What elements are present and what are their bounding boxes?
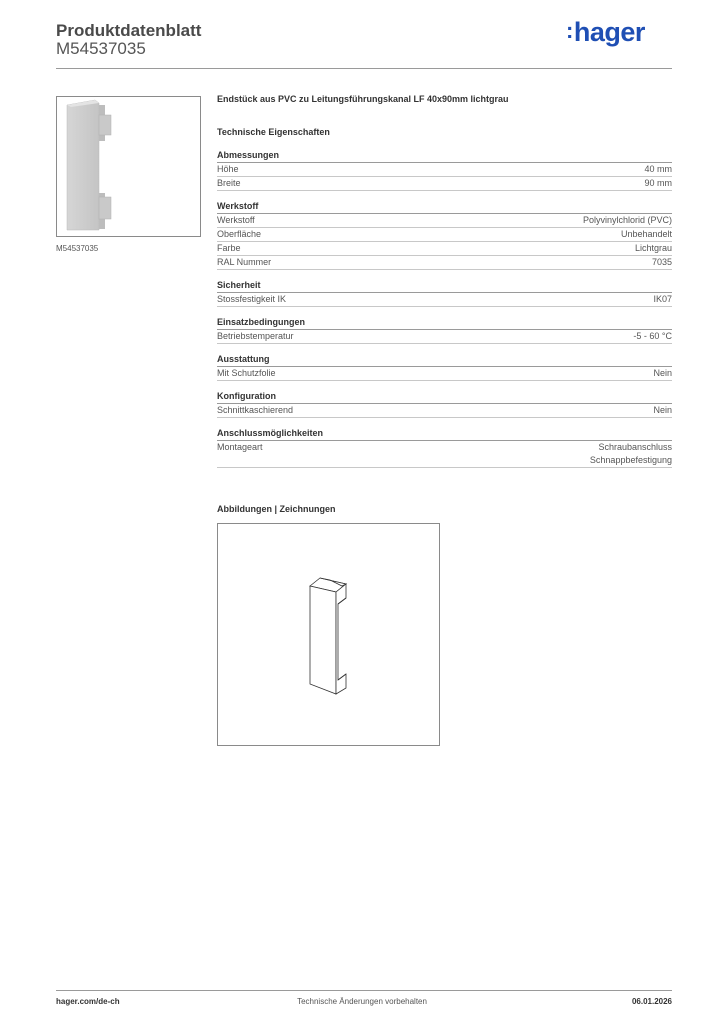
end-cap-drawing-icon	[218, 524, 439, 745]
section-title: Ausstattung	[217, 353, 672, 367]
figures-heading: Abbildungen | Zeichnungen	[217, 504, 336, 514]
header-divider	[56, 68, 672, 69]
property-label: Montageart	[217, 442, 263, 452]
property-row	[217, 214, 672, 228]
logo-text: hager	[573, 17, 645, 47]
logo-dots-icon: :	[566, 18, 573, 43]
property-value: 90 mm	[644, 178, 672, 188]
page-title: Produktdatenblatt	[56, 21, 202, 40]
property-label: RAL Nummer	[217, 257, 272, 267]
property-section	[217, 353, 672, 381]
product-thumbnail	[56, 96, 201, 237]
section-title: Einsatzbedingungen	[217, 316, 672, 330]
property-row	[217, 441, 672, 468]
footer-divider	[56, 990, 672, 991]
footer-date: 06.01.2026	[631, 997, 672, 1006]
thumbnail-caption: M54537035	[56, 244, 99, 253]
end-cap-photo-icon	[57, 97, 200, 236]
property-section	[217, 390, 672, 418]
property-value: 7035	[651, 257, 672, 267]
property-label: Stossfestigkeit IK	[217, 294, 287, 304]
property-label: Werkstoff	[217, 215, 255, 225]
section-title: Abmessungen	[217, 149, 672, 163]
product-code: M54537035	[56, 39, 146, 58]
section-title: Werkstoff	[217, 200, 672, 214]
property-label: Breite	[217, 178, 241, 188]
property-value: Nein	[653, 368, 672, 378]
property-value: IK07	[653, 294, 672, 304]
property-row	[217, 404, 672, 418]
section-title: Sicherheit	[217, 279, 672, 293]
property-section	[217, 279, 672, 307]
property-section	[217, 427, 672, 468]
property-label: Betriebstemperatur	[217, 331, 294, 341]
property-sections	[217, 149, 672, 468]
property-value: Unbehandelt	[620, 229, 672, 239]
property-row	[217, 177, 672, 191]
property-label: Farbe	[217, 243, 241, 253]
technical-drawing	[217, 523, 440, 746]
property-value: Nein	[653, 405, 672, 415]
product-details	[217, 94, 672, 477]
property-row	[217, 242, 672, 256]
property-value: Polyvinylchlorid (PVC)	[582, 215, 672, 225]
property-value: Schraubanschluss Schnappbefestigung	[589, 442, 672, 465]
property-label: Mit Schutzfolie	[217, 368, 276, 378]
footer-website-link[interactable]: hager.com/de-ch	[56, 997, 120, 1006]
property-value: -5 - 60 °C	[633, 331, 672, 341]
property-value: 40 mm	[644, 164, 672, 174]
product-description: Endstück aus PVC zu Leitungsführungskanal LF 40x90mm lichtgrau	[217, 94, 509, 104]
property-row	[217, 330, 672, 344]
footer-disclaimer: Technische Änderungen vorbehalten	[297, 997, 427, 1006]
property-row	[217, 163, 672, 177]
property-label: Höhe	[217, 164, 239, 174]
property-row	[217, 293, 672, 307]
section-title: Konfiguration	[217, 390, 672, 404]
property-row	[217, 228, 672, 242]
property-label: Oberfläche	[217, 229, 262, 239]
section-title: Anschlussmöglichkeiten	[217, 427, 672, 441]
property-row	[217, 367, 672, 381]
property-section	[217, 316, 672, 344]
property-value: Lichtgrau	[634, 243, 672, 253]
property-row	[217, 256, 672, 270]
property-section	[217, 200, 672, 270]
hager-logo[interactable]	[566, 17, 645, 48]
technical-properties-heading: Technische Eigenschaften	[217, 127, 330, 137]
property-section	[217, 149, 672, 191]
property-label: Schnittkaschierend	[217, 405, 294, 415]
